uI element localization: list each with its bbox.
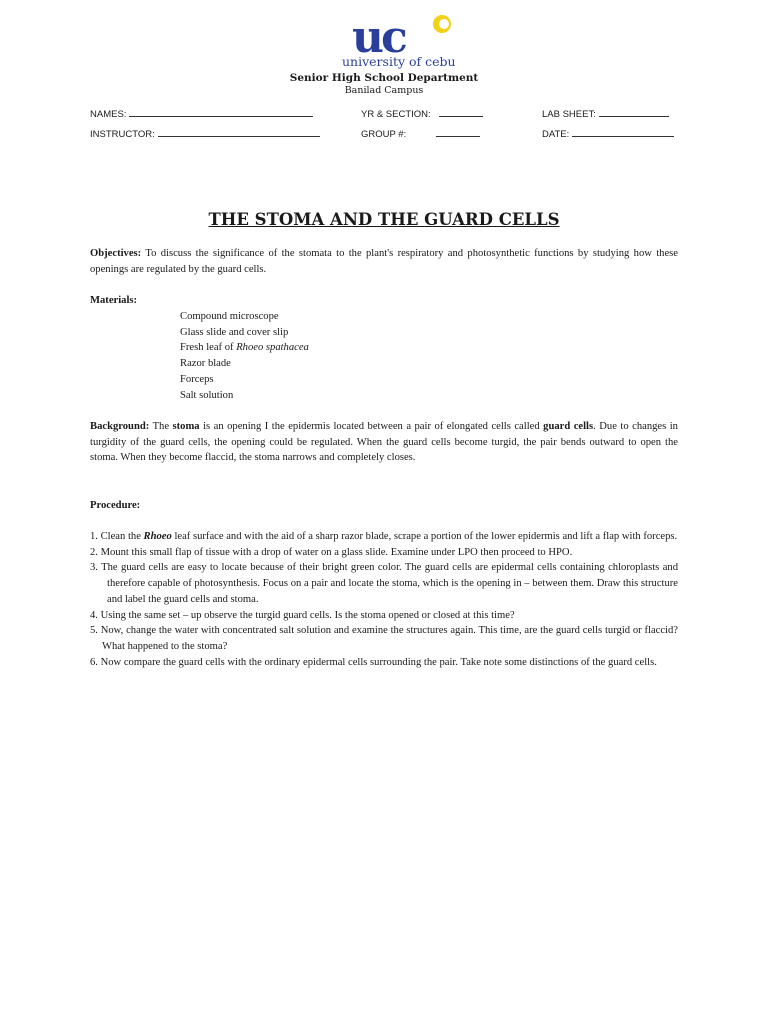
instructor-field[interactable]	[90, 127, 320, 140]
lab-sheet-field[interactable]	[542, 107, 669, 120]
background-text-1: The	[152, 421, 173, 432]
background-term-stoma: stoma	[172, 421, 200, 432]
yr-section-blank[interactable]	[439, 107, 483, 117]
step-1-species: Rhoeo	[143, 531, 172, 542]
group-field[interactable]	[361, 127, 480, 140]
material-item: Razor blade	[180, 358, 231, 370]
yr-section-field[interactable]	[361, 107, 483, 120]
material-item: Forceps	[180, 373, 214, 385]
student-info-fields	[90, 107, 680, 147]
instructor-blank[interactable]	[158, 127, 320, 137]
material-item	[180, 340, 480, 356]
procedure-step: 3. The guard cells are easy to locate because of their bright green color. The guard cells are epidermal cells containing chloroplasts and therefore capable of photosynthesis. Focus on a pair and locate the stoma, which is the opening in – between them. Draw this structure and label the guard cells and stoma.	[90, 562, 678, 605]
material-item-text: Fresh leaf of	[180, 342, 237, 354]
objectives-label: Objectives:	[90, 248, 142, 259]
field-row-2	[90, 127, 680, 147]
procedure-label: Procedure:	[90, 500, 141, 511]
names-blank[interactable]	[129, 107, 313, 117]
lab-sheet-blank[interactable]	[599, 107, 669, 117]
step-1-text-a: 1. Clean the	[90, 531, 144, 542]
background-label: Background:	[90, 421, 150, 432]
date-label: DATE:	[542, 129, 570, 140]
instructor-label: INSTRUCTOR:	[90, 129, 155, 140]
field-row-1	[90, 107, 680, 127]
material-item: Compound microscope	[180, 311, 279, 322]
objectives-section	[90, 246, 678, 277]
materials-list	[180, 309, 480, 403]
group-label: GROUP #:	[361, 129, 407, 140]
background-term-guard-cells: guard cells	[543, 421, 594, 432]
background-text-2: is an opening I the epidermis located between a pair of elongated cells called	[199, 421, 544, 432]
logo-subtext: university of cebu	[342, 54, 456, 69]
objectives-text: To discuss the significance of the stomata to the plant's respiratory and photosynthetic functions by studying how these openings are regulated by the guard cells.	[90, 248, 678, 275]
procedure-steps	[90, 529, 678, 670]
names-label: NAMES:	[90, 109, 127, 120]
step-1-text-c: leaf surface and with the aid of a sharp razor blade, scrape a portion of the lower epidermis and lift a flap with forceps.	[171, 531, 678, 542]
background-section	[90, 419, 678, 466]
date-blank[interactable]	[572, 127, 674, 137]
procedure-step: 2. Mount this small flap of tissue with a drop of water on a glass slide. Examine under LPO then proceed to HPO.	[90, 546, 573, 558]
background-text-3: . Due to changes in turgidity of the guard cells, the opening could be regulated. When the guard cells become turgid, the pair bends outward to open the stoma. When they become flaccid, the stoma narrows and completely closes.	[90, 421, 678, 464]
procedure-step: 6. Now compare the guard cells with the ordinary epidermal cells surrounding the pair. Take note some distinctions of the guard cells.	[90, 656, 657, 668]
department-name: Senior High School Department	[289, 72, 479, 84]
university-logo	[330, 12, 470, 70]
procedure-step: 4. Using the same set – up observe the turgid guard cells. Is the stoma opened or closed at this time?	[90, 609, 515, 621]
group-blank[interactable]	[436, 127, 480, 137]
material-item: Salt solution	[180, 389, 234, 401]
procedure-step: 5. Now, change the water with concentrated salt solution and examine the structures again. This time, are the guard cells turgid or flaccid? What happened to the stoma?	[90, 625, 678, 652]
procedure-step	[90, 529, 678, 545]
campus-name: Banilad Campus	[344, 85, 424, 96]
lab-sheet-label: LAB SHEET:	[542, 109, 596, 120]
material-species: Rhoeo spathacea	[236, 342, 309, 354]
date-field[interactable]	[542, 127, 674, 140]
names-field[interactable]	[90, 107, 313, 120]
logo-mark: uc	[352, 12, 405, 63]
materials-label: Materials:	[90, 295, 138, 306]
material-item: Glass slide and cover slip	[180, 326, 289, 338]
yr-section-label: YR & SECTION:	[361, 109, 431, 120]
document-title: THE STOMA AND THE GUARD CELLS	[208, 210, 560, 229]
